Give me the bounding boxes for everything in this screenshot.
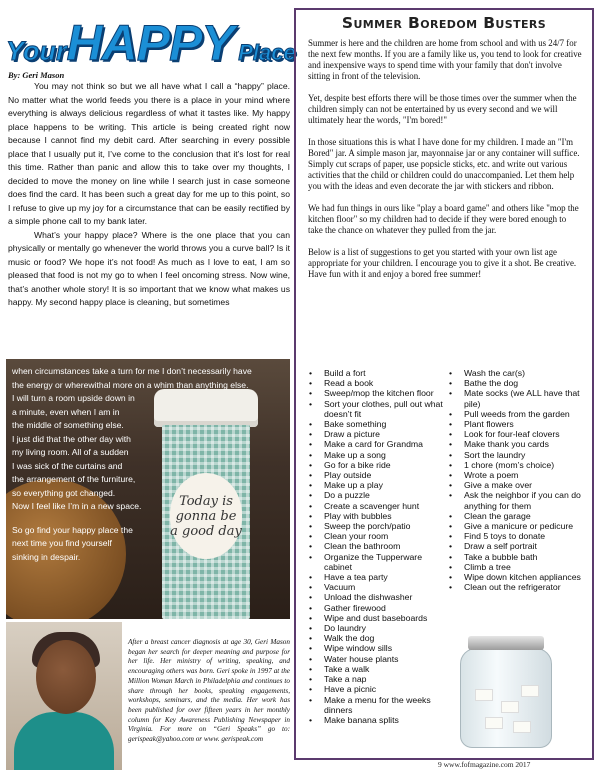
list-item (306, 450, 444, 460)
bullet-icon: • (449, 551, 453, 562)
bullet-icon: • (309, 439, 313, 450)
bullet-icon: • (449, 480, 453, 491)
sidebar-paragraph: Yet, despite best efforts there will be those times over the summer when the children simply can not be entertained by us every second and we will ultimately hear the words, "I'm bored!" (308, 93, 577, 125)
overlay-line: Now I feel like I’m in a new space. (12, 501, 142, 511)
bullet-icon: • (449, 521, 453, 532)
list-item-label: Find 5 toys to donate (464, 531, 546, 542)
list-item-label: Make up a song (324, 449, 386, 460)
cup-label: Today is gonna be a good day (170, 473, 242, 559)
list-item (306, 654, 444, 664)
list-item (306, 490, 444, 500)
list-item-label: Wipe and dust baseboards (324, 612, 428, 623)
list-item (306, 572, 444, 582)
list-item (306, 623, 444, 633)
list-item-label: Take a walk (324, 663, 370, 674)
list-item (446, 419, 586, 429)
bullet-icon: • (309, 480, 313, 491)
sidebar-paragraph: Below is a list of suggestions to get you started with your own list age appropriate for your children. I encourage you to give it a shot. Be creative. Have fun with it and enjoy a bored free summer! (308, 247, 577, 279)
bullet-icon: • (309, 378, 313, 389)
list-item-label: Play outside (324, 470, 372, 481)
list-item (306, 531, 444, 541)
sidebar-title: Summer Boredom Busters (341, 14, 547, 32)
sidebar-text (308, 38, 582, 291)
bullet-icon: • (309, 663, 313, 674)
list-item (306, 582, 444, 592)
list-item-label: Clean the garage (464, 510, 531, 521)
list-item-label: Have a picnic (324, 684, 377, 695)
sidebar-paragraph: We had fun things in ours like "play a board game" and others like "mop the kitchen floor" so my children had to decide if they were bored enough to take the chance on whatever they pulled from the jar. (308, 203, 579, 235)
list-item-label: Wrote a poem (464, 470, 519, 481)
list-item-label: Take a nap (324, 674, 367, 685)
list-item (446, 368, 586, 378)
list-item (446, 572, 586, 582)
list-item-label: Ask the neighbor if you can do anything for them (464, 490, 581, 511)
overlay-line: my living room. All of a sudden (12, 447, 129, 457)
list-item-label: Wipe window sills (324, 643, 393, 654)
list-item-label: Wash the car(s) (464, 368, 525, 378)
list-item-label: Draw a self portrait (464, 541, 537, 552)
list-item (306, 511, 444, 521)
list-item (446, 490, 586, 510)
bullet-icon: • (309, 419, 313, 430)
list-item (306, 388, 444, 398)
bullet-icon: • (449, 561, 453, 572)
list-item-label: Gather firewood (324, 602, 386, 613)
list-item-label: Give a manicure or pedicure (464, 521, 574, 532)
bullet-icon: • (309, 388, 313, 399)
list-item (306, 633, 444, 643)
bullet-icon: • (449, 470, 453, 481)
bullet-icon: • (449, 510, 453, 521)
list-item (446, 552, 586, 562)
overlay-line: sinking in despair. (12, 551, 81, 562)
masthead-place: Place (238, 40, 296, 65)
list-item (446, 409, 586, 419)
bullet-icon: • (309, 368, 313, 378)
list-item (306, 439, 444, 449)
overlay-line: next time you find yourself (12, 538, 112, 548)
list-item (446, 439, 586, 449)
list-item-label: Vacuum (324, 582, 356, 593)
list-item-label: Make a card for Grandma (324, 439, 423, 450)
list-item-label: Play with bubbles (324, 510, 392, 521)
bullet-icon: • (309, 398, 313, 409)
bullet-icon: • (449, 459, 453, 470)
article-paragraph: You may not think so but we all have what I call a “happy” place. No matter what the world feeds you there is a place in your mind where everything is always delicious regardless of what it tastes like. My happy place happens to be writing. This article is being created right now because I cannot find my debit card. After searching in every possible place that I usually put it, I’ve come to the conclusion that it’s lost for real this time. Rather than panic and allow this to take over my thoughts, I decided to move the money on line while I search just in case someone does find the card. It has been such a great day for me up to this point, so I refuse to give up my joy for a circumstance that can be easily rectified by a simple phone call to my bank later. (8, 81, 290, 226)
list-item-label: Clean the bathroom (324, 541, 401, 552)
byline: By: Geri Mason (8, 70, 65, 80)
article-body (8, 80, 290, 310)
bullet-icon: • (309, 633, 313, 644)
list-item (446, 541, 586, 551)
list-item (306, 460, 444, 470)
list-item-label: Sweep the porch/patio (324, 521, 411, 532)
list-item (446, 388, 586, 408)
bullet-icon: • (449, 368, 453, 378)
list-item (306, 684, 444, 694)
list-item-label: Have a tea party (324, 572, 388, 583)
overlay-line: the energy or wherewithal more on a whim than anything else. (12, 379, 249, 390)
bullet-icon: • (309, 500, 313, 511)
list-item-label: Sort the laundry (464, 449, 526, 460)
masthead-happy: HAPPY (66, 15, 234, 71)
list-item-label: 1 chore (mom’s choice) (464, 459, 555, 470)
article-masthead (6, 14, 296, 71)
bullet-icon: • (309, 582, 313, 593)
list-item (306, 368, 444, 378)
left-column (6, 6, 296, 766)
list-item-label: Do a puzzle (324, 490, 370, 501)
sidebar-paragraph: Summer is here and the children are home from school and with us 24/7 for the next few months. If you are a family like us, you tend to look for creative and inexpensive ways to spend time with your family that don't involve sitting in front of the television. (308, 38, 582, 81)
bullet-icon: • (309, 541, 313, 552)
bullet-icon: • (309, 623, 313, 634)
overlay-line: I will turn a room upside down in (12, 393, 135, 403)
list-item-label: Walk the dog (324, 633, 375, 644)
bullet-icon: • (309, 653, 313, 664)
bullet-icon: • (309, 684, 313, 695)
author-photo (6, 622, 122, 770)
list-item (306, 664, 444, 674)
list-item-label: Do laundry (324, 623, 367, 634)
list-item (306, 419, 444, 429)
list-item (446, 531, 586, 541)
list-item (306, 541, 444, 551)
list-item-label: Bake something (324, 419, 387, 430)
bullet-icon: • (309, 612, 313, 623)
activity-list-left (306, 368, 444, 725)
author-bio: After a breast cancer diagnosis at age 30, Geri Mason began her search for deeper meaning and purpose for her life. Her ministry of writing, speaking, and encouraging others was born. Geri spoke in 1997 at the Million Woman March in Philadelphia and continues to share through her books, speaking engagements, workshops, seminars, and the media. Her work has been published for over fifteen years in her monthly column for Key Awareness Publishing Newspaper in Virginia. For more on “Geri Speaks” go to: gerispeak@yahoo.com or www. gerispeak.com (128, 638, 290, 744)
list-item-label: Make up a play (324, 480, 383, 491)
photo-overlay-text (12, 365, 284, 564)
bullet-icon: • (449, 449, 453, 460)
list-item (446, 480, 586, 490)
list-item (306, 378, 444, 388)
article-paragraph: What’s your happy place? Where is the one place that you can physically or mentally go whenever the world throws you a curve ball? Is it music or food? We hope it’s not food! As much as I love to eat, I am so pleased that food is not my go to when I feel oncoming stress. Now wine, that’s another whole story! It is so important that we know what makes us happy. My second happy place is cleaning, but sometimes (8, 229, 290, 307)
bullet-icon: • (309, 429, 313, 440)
list-item (446, 450, 586, 460)
list-item-label: Go for a bike ride (324, 459, 391, 470)
list-item-label: Give a make over (464, 480, 533, 491)
list-item (446, 429, 586, 439)
list-item (446, 460, 586, 470)
bullet-icon: • (449, 531, 453, 542)
list-item (306, 480, 444, 490)
bullet-icon: • (309, 449, 313, 460)
list-item-label: Plant flowers (464, 419, 514, 430)
list-item (306, 399, 444, 419)
coffee-cup-photo (6, 359, 290, 619)
bullet-icon: • (309, 592, 313, 603)
list-item (306, 592, 444, 602)
list-item (306, 552, 444, 572)
list-item-label: Sort your clothes, pull out what doesn’t fit (324, 398, 443, 419)
bullet-icon: • (309, 674, 313, 685)
list-item-label: Pull weeds from the garden (464, 408, 570, 419)
list-item-label: Organize the Tupperware cabinet (324, 551, 423, 572)
overlay-line: when circumstances take a turn for me I don’t necessarily have (12, 366, 252, 376)
bullet-icon: • (449, 572, 453, 583)
bullet-icon: • (309, 510, 313, 521)
list-item (446, 562, 586, 572)
list-item-label: Make thank you cards (464, 439, 549, 450)
list-item (306, 643, 444, 653)
list-item (446, 582, 586, 592)
bullet-icon: • (309, 602, 313, 613)
overlay-line: the middle of something else. (12, 420, 124, 430)
bullet-icon: • (309, 643, 313, 654)
list-item-label: Climb a tree (464, 561, 511, 572)
list-item-label: Build a fort (324, 368, 366, 378)
list-item (446, 511, 586, 521)
list-item-label: Draw a picture (324, 429, 381, 440)
list-item (306, 695, 444, 715)
list-item-label: Mate socks (we ALL have that pile) (464, 388, 580, 409)
bullet-icon: • (449, 388, 453, 399)
bullet-icon: • (309, 470, 313, 481)
bullet-icon: • (449, 582, 453, 593)
overlay-line: so everything got changed. (12, 487, 116, 498)
sidebar-paragraph: In those situations this is what I have done for my children. I made an "I'm Bored" jar. A simple mason jar, mayonnaise jar or any container will suffice. Simply cut scraps of paper, use popsicle sticks, etc. and write out various activities that the child or children could do unaccompanied. Let them help you with the ideas and even decorate the jar with stickers and ribbon. (308, 137, 580, 191)
masthead-your: Your (6, 36, 67, 66)
list-item (446, 521, 586, 531)
bullet-icon: • (449, 490, 453, 501)
bullet-icon: • (309, 572, 313, 583)
list-item-label: Bathe the dog (464, 378, 519, 389)
list-item-label: Make banana splits (324, 714, 399, 725)
list-item-label: Wipe down kitchen appliances (464, 572, 581, 583)
list-item (306, 521, 444, 531)
list-item (306, 501, 444, 511)
overlay-line: a minute, even when I am in (12, 406, 120, 417)
list-item-label: Create a scavenger hunt (324, 500, 420, 511)
activity-list-right (446, 368, 586, 592)
list-item (306, 613, 444, 623)
list-item-label: Clean out the refrigerator (464, 582, 561, 593)
list-item-label: Take a bubble bath (464, 551, 538, 562)
list-item-label: Sweep/mop the kitchen floor (324, 388, 434, 399)
page-footer: 9 www.fofmagazine.com 2017 (438, 760, 531, 769)
bullet-icon: • (449, 408, 453, 419)
list-item (306, 674, 444, 684)
bullet-icon: • (309, 490, 313, 501)
bullet-icon: • (449, 439, 453, 450)
list-item (306, 715, 444, 725)
list-item-label: Read a book (324, 378, 374, 389)
overlay-line: I just did that the other day with (12, 433, 131, 444)
bullet-icon: • (309, 694, 313, 705)
bullet-icon: • (309, 714, 313, 725)
list-item-label: Look for four-leaf clovers (464, 429, 560, 440)
list-item-label: Water house plants (324, 653, 399, 664)
list-item (306, 429, 444, 439)
list-item-label: Unload the dishwasher (324, 592, 413, 603)
list-item (306, 470, 444, 480)
overlay-line: the arrangement of the furniture, (12, 474, 136, 484)
bullet-icon: • (449, 378, 453, 389)
bullet-icon: • (309, 551, 313, 562)
bullet-icon: • (309, 531, 313, 542)
bullet-icon: • (309, 521, 313, 532)
list-item (446, 470, 586, 480)
list-item-label: Clean your room (324, 531, 389, 542)
bullet-icon: • (309, 459, 313, 470)
overlay-line: So go find your happy place the (12, 524, 133, 535)
list-item (446, 378, 586, 388)
bullet-icon: • (449, 419, 453, 430)
list-item-label: Make a menu for the weeks dinners (324, 694, 431, 715)
bullet-icon: • (449, 541, 453, 552)
list-item (306, 603, 444, 613)
mason-jar-image (460, 636, 552, 748)
bullet-icon: • (449, 429, 453, 440)
overlay-line: I was sick of the curtains and (12, 460, 123, 471)
